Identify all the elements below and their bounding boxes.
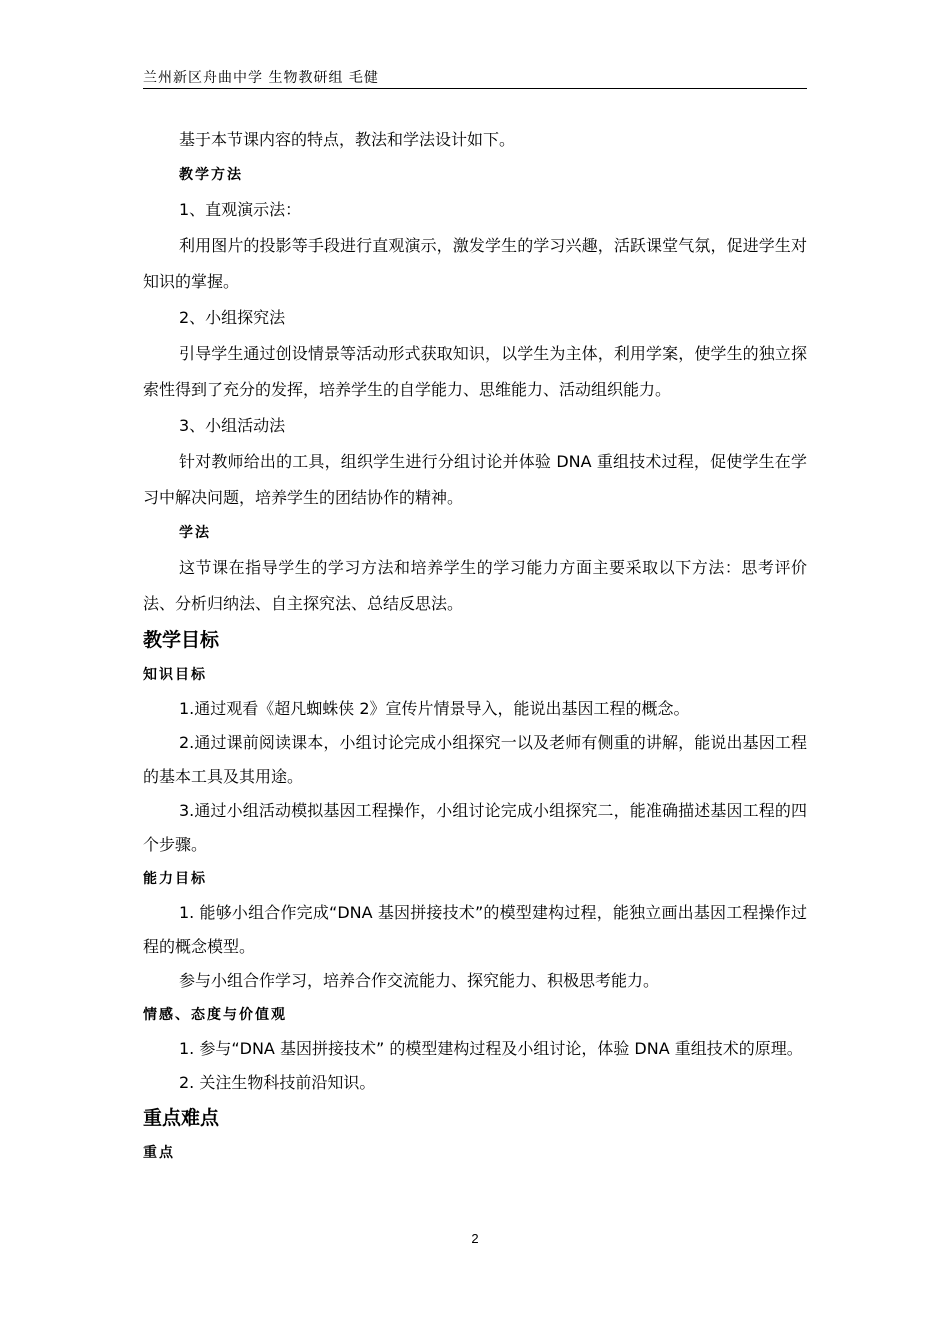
- knowledge-objective-3: 3.通过小组活动模拟基因工程操作，小组讨论完成小组探究二，能准确描述基因工程的四个步骤。: [143, 801, 807, 854]
- method-1-text: 利用图片的投影等手段进行直观演示，激发学生的学习兴趣，活跃课堂气氛，促进学生对知识的掌握。: [143, 236, 807, 291]
- method-3-text: 针对教师给出的工具，组织学生进行分组讨论并体验 DNA 重组技术过程，促使学生在学习中解决问题，培养学生的团结协作的精神。: [143, 452, 807, 507]
- learning-methods-text: 这节课在指导学生的学习方法和培养学生的学习能力方面主要采取以下方法：思考评价法、分析归纳法、自主探究法、总结反思法。: [143, 558, 807, 613]
- ability-objectives-heading: 能力目标: [143, 871, 207, 887]
- attitude-objective-2: 2. 关注生物科技前沿知识。: [179, 1073, 376, 1092]
- key-points-subheading: 重点: [143, 1145, 175, 1161]
- method-2-title: 2、小组探究法: [179, 308, 286, 327]
- attitude-objectives-heading: 情感、态度与价值观: [143, 1007, 287, 1023]
- method-2-text: 引导学生通过创设情景等活动形式获取知识，以学生为主体，利用学案，使学生的独立探索性得到了充分的发挥，培养学生的自学能力、思维能力、活动组织能力。: [143, 344, 807, 399]
- method-1-title: 1、直观演示法：: [179, 200, 302, 219]
- method-3-title: 3、小组活动法: [179, 416, 286, 435]
- knowledge-objectives-heading: 知识目标: [143, 667, 207, 683]
- knowledge-objective-1: 1.通过观看《超凡蜘蛛侠 2》宣传片情景导入，能说出基因工程的概念。: [179, 699, 690, 718]
- attitude-objective-1: 1. 参与“DNA 基因拼接技术” 的模型建构过程及小组讨论，体验 DNA 重组技术的原理。: [179, 1039, 803, 1058]
- intro-paragraph: 基于本节课内容的特点，教法和学法设计如下。: [179, 130, 516, 149]
- key-points-heading: 重点难点: [143, 1107, 220, 1129]
- document-body: [143, 122, 807, 1170]
- page-header: 兰州新区舟曲中学 生物教研组 毛健: [143, 70, 379, 86]
- teaching-methods-heading: 教学方法: [179, 167, 243, 183]
- learning-methods-heading: 学法: [179, 525, 211, 541]
- ability-objective-1: 1. 能够小组合作完成“DNA 基因拼接技术”的模型建构过程，能独立画出基因工程操作过程的概念模型。: [143, 903, 807, 956]
- knowledge-objective-2: 2.通过课前阅读课本，小组讨论完成小组探究一以及老师有侧重的讲解，能说出基因工程的基本工具及其用途。: [143, 733, 807, 786]
- page-number: 2: [471, 1231, 479, 1246]
- objectives-heading: 教学目标: [143, 629, 220, 651]
- header-divider: [143, 88, 807, 89]
- ability-objective-2: 参与小组合作学习，培养合作交流能力、探究能力、积极思考能力。: [179, 971, 660, 990]
